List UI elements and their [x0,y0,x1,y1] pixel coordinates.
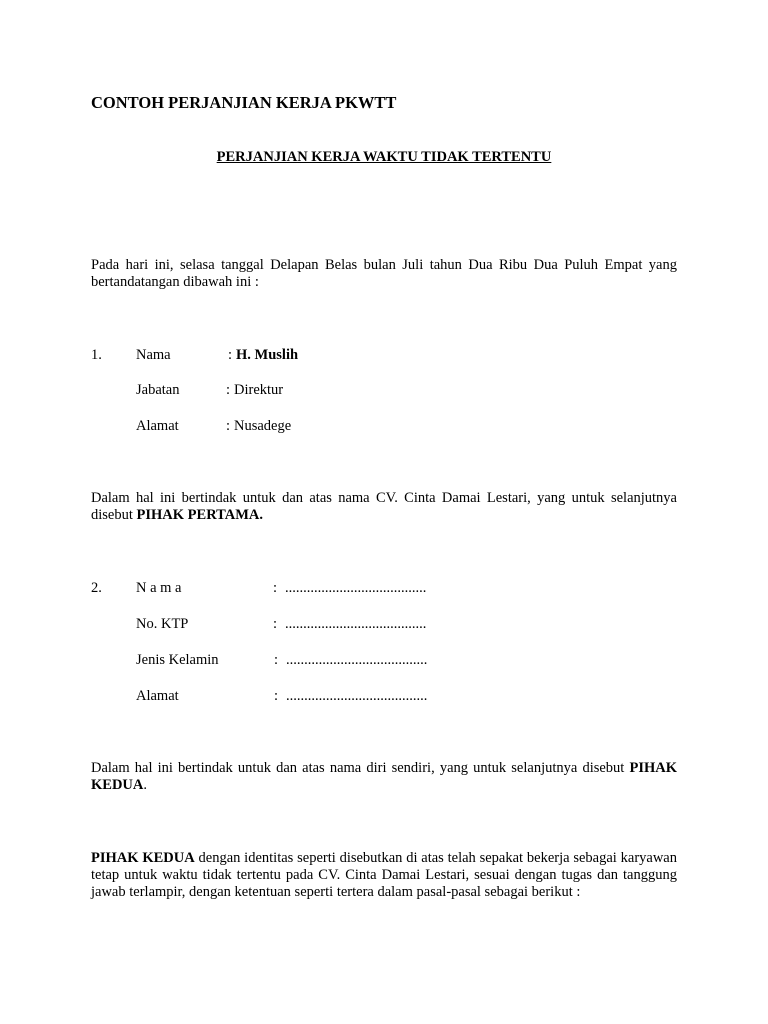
party2-name-value: ....................................... [285,580,427,596]
party2-address-label: Alamat [136,688,179,704]
party2-statement-text: Dalam hal ini bertindak untuk dan atas nama diri sendiri, yang untuk selanjutnya disebut [91,760,630,776]
party2-name-colon: : [273,580,278,596]
party1-name-label: Nama [136,347,171,363]
document-heading: CONTOH PERJANJIAN KERJA PKWTT [91,93,397,112]
party2-ktp-label: No. KTP [136,616,189,632]
party1-name-colon: : [228,347,233,363]
party2-gender-label: Jenis Kelamin [136,652,219,668]
party2-statement [91,760,677,794]
party1-statement-text: Dalam hal ini bertindak untuk dan atas nama CV. Cinta Damai Lestari, yang untuk selanjutnya disebut [91,490,677,523]
intro-paragraph: Pada hari ini, selasa tanggal Delapan Belas bulan Juli tahun Dua Ribu Dua Puluh Empat yang bertandatangan dibawah ini : [91,257,677,290]
party1-number: 1. [91,347,102,363]
party2-role: PIHAK KEDUA [91,760,677,793]
party2-gender-value: ....................................... [286,652,428,668]
party2-number: 2. [91,580,102,596]
party2-ktp-colon: : [273,616,278,632]
party1-position-label: Jabatan [136,382,180,398]
closing-text: dengan identitas seperti disebutkan di atas telah sepakat bekerja sebagai karyawan tetap untuk waktu tidak tertentu pada CV. Cinta Damai Lestari, sesuai dengan tugas dan tanggung jawab terlampir, dengan ketentuan seperti tertera dalam pasal-pasal sebagai berikut : [91,850,677,900]
party1-statement [91,490,677,524]
party2-address-value: ....................................... [286,688,428,704]
party2-name-label: N a m a [136,580,182,596]
party1-address-value: Nusadege [234,418,292,434]
party1-role: PIHAK PERTAMA. [136,507,264,523]
party1-address-label: Alamat [136,418,179,434]
party2-statement-end: . [143,777,147,793]
closing-bold-lead: PIHAK KEDUA [91,850,195,866]
document-subtitle: PERJANJIAN KERJA WAKTU TIDAK TERTENTU [216,149,552,165]
party1-name-value: H. Muslih [236,347,299,363]
party2-address-colon: : [274,688,279,704]
party1-position-value: Direktur [234,382,284,398]
party1-address-colon: : [226,418,231,434]
party2-ktp-value: ....................................... [285,616,427,632]
party2-gender-colon: : [274,652,279,668]
party1-position-colon: : [226,382,231,398]
closing-paragraph [91,850,677,901]
